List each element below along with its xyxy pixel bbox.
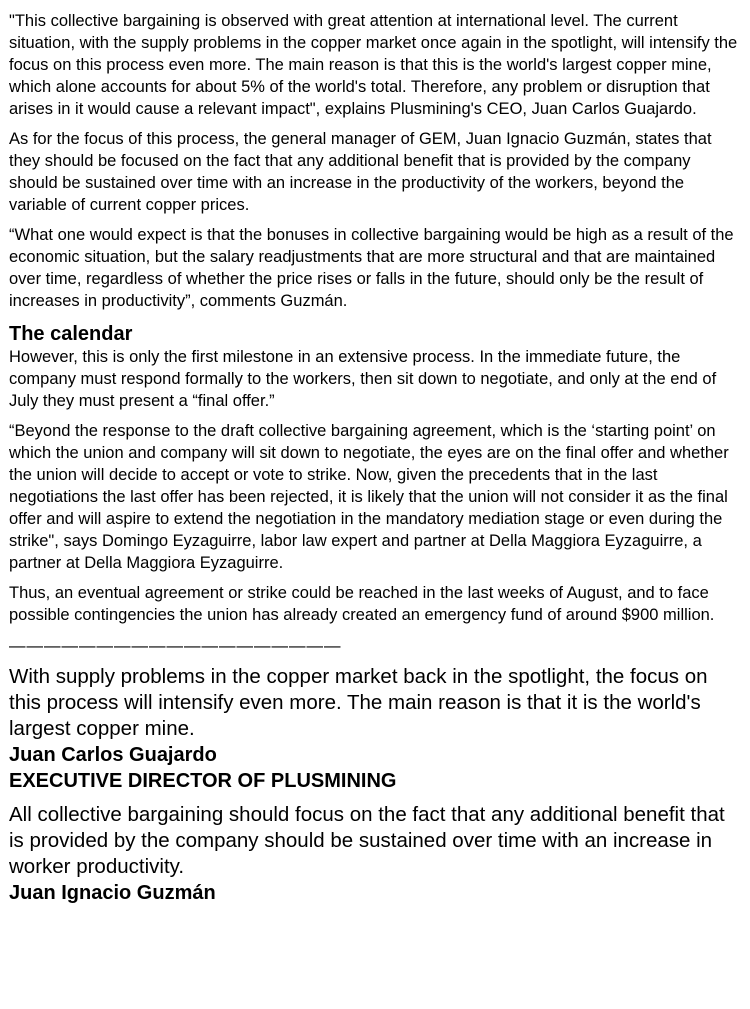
article-paragraph-strike-fund: Thus, an eventual agreement or strike could be reached in the last weeks of August, and to face possible contingencies the union has already created an emergency fund of around $900 million. xyxy=(9,584,715,624)
pull-quote-text: With supply problems in the copper market back in the spotlight, the focus on this process will intensify even more. The main reason is that it is the world's largest copper mine. xyxy=(9,665,708,740)
pull-quote-text: All collective bargaining should focus on the fact that any additional benefit that is provided by the company should be sustained over time with an increase in worker productivity. xyxy=(9,803,725,878)
pull-quote-author-role: EXECUTIVE DIRECTOR OF PLUSMINING xyxy=(9,770,397,792)
pull-quote-guajardo xyxy=(9,664,742,794)
article-paragraph-guzman-focus: As for the focus of this process, the general manager of GEM, Juan Ignacio Guzmán, states that they should be focused on the fact that any additional benefit that is provided by the company should be sustained over time with an increase in the productivity of the workers, beyond the variable of current copper prices. xyxy=(9,130,712,214)
section-heading-calendar: The calendar xyxy=(9,323,133,345)
article-paragraph-guzman-quote: “What one would expect is that the bonuses in collective bargaining would be high as a result of the economic situation, but the salary readjustments that are more structural and that are maintained over time, regardless of whether the price rises or falls in the future, should only be the result of increases in productivity”, comments Guzmán. xyxy=(9,226,734,310)
article-paragraph-eyzaguirre-quote: “Beyond the response to the draft collective bargaining agreement, which is the ‘starting point’ on which the union and company will sit down to negotiate, the eyes are on the final offer and whether the union will decide to accept or vote to strike. Now, given the precedents that in the last negotiations the last offer has been rejected, it is likely that the union will not consider it as the final offer and will aspire to extend the negotiation in the mandatory mediation stage or even during the strike", says Domingo Eyzaguirre, labor law expert and partner at Della Maggiora Eyzaguirre, a partner at Della Maggiora Eyzaguirre. xyxy=(9,422,729,572)
article-paragraph-milestone: However, this is only the first milestone in an extensive process. In the immediate future, the company must respond formally to the workers, then sit down to negotiate, and only at the end of July they must present a “final offer.” xyxy=(9,348,717,410)
section-separator: ——————————————————— xyxy=(9,637,342,655)
article-paragraph-guajardo-quote: "This collective bargaining is observed with great attention at international level. The current situation, with the supply problems in the copper market once again in the spotlight, will intensify the focus on this process even more. The main reason is that this is the world's largest copper mine, which alone accounts for about 5% of the world's total. Therefore, any problem or disruption that arises in it would cause a relevant impact", explains Plusmining's CEO, Juan Carlos Guajardo. xyxy=(9,12,738,118)
pull-quote-author-name: Juan Carlos Guajardo xyxy=(9,744,217,766)
pull-quote-guzman xyxy=(9,802,742,906)
pull-quote-author-name: Juan Ignacio Guzmán xyxy=(9,882,216,904)
